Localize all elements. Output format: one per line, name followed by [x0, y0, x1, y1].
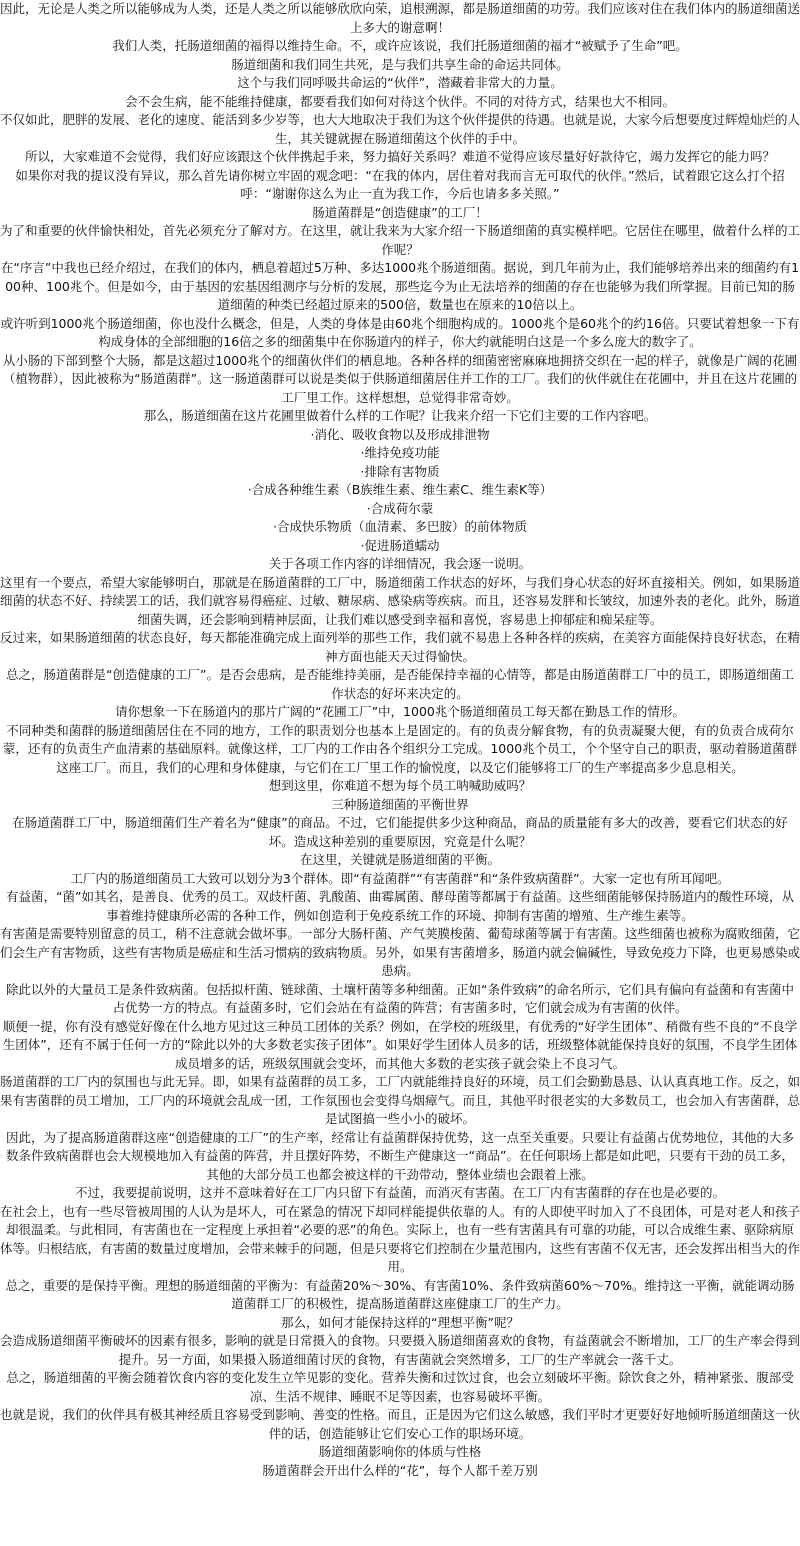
- paragraph: 在社会上，也有一些尽管被周围的人认为是坏人，可在紧急的情况下却同样能提供依靠的人。有的人即使平时加入了不良团体，可是对老人和孩子却很温柔。与此相同，有害菌也在一定程度上承担着“必要的恶”的角色。实际上，也有一些有害菌具有可靠的功能，可以合成维生素、驱除病原体等。归根结底，有害菌的数量过度增加，会带来棘手的问题，但是只要将它们控制在少量范围内，这些有害菌不仅无害，还会发挥出相当大的作用。: [0, 1203, 800, 1274]
- paragraph: 或许听到1000兆个肠道细菌，你也没什么概念，但是，人类的身体是由60兆个细胞构成的。1000兆个是60兆个的约16倍。只要试着想象一下有构成身体的全部细胞的16倍之多的细菌集中在你肠道内的样子，你大约就能明白这是一个多么庞大的数字了。: [0, 315, 800, 349]
- list-item: ·合成快乐物质（血清素、多巴胺）的前体物质: [273, 519, 527, 534]
- paragraph: 工厂内的肠道细菌员工大致可以划分为3个群体。即“有益菌群”“有害菌群”和“条件致病菌群”。大家一定也有所耳闻吧。: [70, 870, 730, 886]
- paragraph: 所以，大家难道不会觉得，我们好应该跟这个伙伴携起手来，努力搞好关系吗？难道不觉得应该尽量好好款待它，竭力发挥它的能力吗？: [24, 149, 775, 164]
- paragraph: 那么，如何才能保持这样的“理想平衡”呢？: [281, 1314, 519, 1330]
- section-heading: 肠道细菌影响你的体质与性格: [318, 1444, 482, 1459]
- paragraph: 因此，为了提高肠道菌群这座“创造健康的工厂”的生产率，经常让有益菌群保持优势，这一点至关重要。只要让有益菌占优势地位，其他的大多数条件致病菌群也会大规模地加入有益菌的阵营，并且摆好阵势，不断生产健康这一“商品”。在任何职场上都是如此吧，只要有干劲的员工多，其他的大部分员工也都会被这样的干劲带动，整体业绩也会跟着上涨。: [6, 1129, 794, 1182]
- paragraph: 肠道菌群会开出什么样的“花”，每个人都千差万别: [262, 1462, 538, 1478]
- paragraph: 为了和重要的伙伴愉快相处，首先必须充分了解对方。在这里，就让我来为大家介绍一下肠道细菌的真实模样吧。它居住在哪里，做着什么样的工作呢？: [0, 223, 800, 257]
- paragraph: 不同种类和菌群的肠道细菌居住在不同的地方，工作的职责划分也基本上是固定的。有的负责分解食物，有的负责凝聚大便，有的负责合成荷尔蒙，还有的负责生产血清素的基础原料。就像这样，工厂内的工作由各个组织分工完成。1000兆个员工，个个坚守自己的职责，驱动着肠道菌群这座工厂。而且，我们的心理和身体健康，与它们在工厂里工作的愉悦度，以及它们能够将工厂的生产率提高多少息息相关。: [2, 722, 798, 775]
- paragraph: 如果你对我的提议没有异议，那么首先请你树立牢固的观念吧：“在我的体内，居住着对我而言无可取代的伙伴。”然后，试着跟它这么打个招呼：“谢谢你这么为止一直为我工作，今后也请多多关照。”: [15, 167, 785, 201]
- paragraph: 不过，我要提前说明，这并不意味着好在工厂内只留下有益菌，而消灭有害菌。在工厂内有害菌群的存在也是必要的。: [74, 1185, 725, 1200]
- paragraph: 总之，肠道细菌的平衡会随着饮食内容的变化发生立竿见影的变化。营养失衡和过饮过食，也会立刻破坏平衡。除饮食之外，精神紧张、腹部受凉、生活不规律、睡眠不足等因素，也容易破坏平衡。: [6, 1370, 794, 1404]
- paragraph: 有害菌是需要特别留意的员工，稍不注意就会做坏事。一部分大肠杆菌、产气荚膜梭菌、葡萄球菌等属于有害菌。这些细菌也被称为腐败细菌，它们会生产有害物质，这些有害物质是癌症和生活习惯病的致病物质。另外，如果有害菌增多，肠道内就会偏碱性，导致免疫力下降，也更易感染或患病。: [0, 926, 800, 978]
- section-heading: 肠道菌群是“创造健康”的工厂！: [312, 204, 488, 220]
- paragraph: 不仅如此，肥胖的发展、老化的速度、能活到多少岁等，也大大地取决于我们为这个伙伴提供的待遇。也就是说，大家今后想要度过辉煌灿烂的人生，其关键就握在肠道细菌这个伙伴的手中。: [0, 112, 800, 146]
- paragraph: 会不会生病，能不能维持健康，都要看我们如何对待这个伙伴。不同的对待方式，结果也大不相同。: [124, 93, 675, 109]
- list-item: ·合成荷尔蒙: [366, 500, 434, 516]
- list-item: ·消化、吸收食物以及形成排泄物: [310, 426, 490, 442]
- paragraph: 有益菌，“菌”如其名，是善良、优秀的员工。双歧杆菌、乳酸菌、曲霉属菌、酵母菌等都属于有益菌。这些细菌能够保持肠道内的酸性环境，从事着维持健康所必需的各种工作，例如创造利于免疫系统工作的环境、抑制有害菌的增殖、生产维生素等。: [6, 889, 794, 923]
- paragraph: 因此，无论是人类之所以能够成为人类，还是人类之所以能够欣欣向荣，追根溯源，都是肠道细菌的功劳。我们应该对住在我们体内的肠道细菌送上多大的谢意啊！: [0, 1, 800, 35]
- paragraph: 在肠道菌群工厂中，肠道细菌们生产着名为“健康”的商品。不过，它们能提供多少这种商品，商品的质量能有多大的改善，要看它们状态的好坏。造成这种差别的重要原因，究竟是什么呢？: [12, 815, 788, 849]
- paragraph: 顺便一提，你有没有感觉好像在什么地方见过这三种员工团体的关系？例如，在学校的班级里，有优秀的“好学生团体”、稍微有些不良的“不良学生团体”，还有不属于任何一方的“除此以外的大多数老实孩子团体”。如果好学生团体人员多的话，班级整体就能保持良好的氛围，不良学生团体成员增多的话，班级氛围就会变坏，而其他大多数的老实孩子就会染上不良习气。: [2, 1018, 798, 1071]
- paragraph: 这个与我们同呼吸共命运的“伙伴”，潜藏着非常大的力量。: [237, 75, 563, 90]
- paragraph: 那么，肠道细菌在这片花圃里做着什么样的工作呢？让我来介绍一下它们主要的工作内容吧。: [143, 408, 657, 423]
- paragraph: 请你想象一下在肠道内的那片广阔的“花圃工厂”中，1000兆个肠道细菌员工每天都在勤恳工作的情形。: [115, 704, 685, 719]
- paragraph: 也就是说，我们的伙伴具有极其神经质且容易受到影响、善变的性格。而且，正是因为它们这么敏感，我们平时才更要好好地倾听肠道细菌这一伙伴的话，创造能够让它们安心工作的职场环境。: [0, 1407, 800, 1441]
- list-item: ·维持免疫功能: [360, 445, 440, 460]
- paragraph: 除此以外的大量员工是条件致病菌。包括拟杆菌、链球菌、土壤杆菌等多种细菌。正如“条件致病”的命名所示，它们具有偏向有益菌和有害菌中占优势一方的特点。有益菌多时，它们会站在有益菌的阵营；有害菌多时，它们就会成为有害菌的伙伴。: [6, 981, 794, 1015]
- list-item: ·促进肠道蠕动: [360, 537, 440, 553]
- paragraph: 在这里，关键就是肠道细菌的平衡。: [299, 852, 500, 867]
- list-item: ·合成各种维生素（B族维生素、维生素C、维生素K等）: [247, 482, 553, 497]
- paragraph: 反过来，如果肠道细菌的状态良好，每天都能准确完成上面列举的那些工作，我们就不易患上各种各样的疾病，在美容方面能保持良好状态，在精神方面也能天天过得愉快。: [0, 630, 800, 664]
- paragraph: 总之，肠道菌群是“创造健康的工厂”。是否会患病，是否能维持美丽，是否能保持幸福的心情等，都是由肠道菌群工厂中的员工，即肠道细菌工作状态的好坏来决定的。: [6, 667, 794, 701]
- paragraph: 关于各项工作内容的详细情况，我会逐一说明。: [268, 556, 532, 571]
- paragraph: 肠道菌群的工厂内的氛围也与此无异。即，如果有益菌群的员工多，工厂内就能维持良好的环境，员工们会勤勤恳恳、认认真真地工作。反之，如果有害菌群的员工增加，工厂内的环境就会乱成一团，工作氛围也会变得乌烟瘴气。而且，其他平时很老实的大多数员工，也会加入有害菌群，总是试图搞一些小小的破坏。: [0, 1074, 800, 1126]
- paragraph: 这里有一个要点，希望大家能够明白，那就是在肠道菌群的工厂中，肠道细菌工作状态的好坏，与我们身心状态的好坏直接相关。例如，如果肠道细菌的状态不好、持续罢工的话，我们就容易得癌症、过敏、糖尿病、感染病等疾病。而且，还容易发胖和长皱纹，加速外表的老化。此外，肠道细菌失调，还会影响到精神层面，让我们难以感受到幸福和喜悦，容易患上抑郁症和痴呆症等。: [0, 574, 800, 627]
- paragraph: 想到这里，你难道不想为每个员工呐喊助威吗？: [268, 778, 532, 793]
- paragraph: 总之，重要的是保持平衡。理想的肠道细菌的平衡为：有益菌20%～30%、有害菌10%、条件致病菌60%～70%。维持这一平衡，就能调动肠道菌群工厂的积极性，提高肠道菌群这座健康工厂的生产力。: [5, 1277, 795, 1311]
- paragraph: 我们人类，托肠道细菌的福得以维持生命。不，或许应该说，我们托肠道细菌的福才“被赋予了生命”吧。: [112, 38, 688, 53]
- paragraph: 从小肠的下部到整个大肠，都是这超过1000兆个的细菌伙伴们的栖息地。各种各样的细菌密密麻麻地拥挤交织在一起的样子，就像是广阔的花圃（植物群），因此被称为“肠道菌群”。这一肠道菌群可以说是类似于供肠道细菌居住并工作的工厂。我们的伙伴就住在花圃中，并且在这片花圃的工厂里工作。这样想想，总觉得非常奇妙。: [2, 352, 798, 405]
- list-item: ·排除有害物质: [360, 463, 440, 479]
- paragraph: 会造成肠道细菌平衡破坏的因素有很多，影响的就是日常摄入的食物。只要摄入肠道细菌喜欢的食物，有益菌就会不断增加，工厂的生产率会得到提升。另一方面，如果摄入肠道细菌讨厌的食物，有害菌就会突然增多，工厂的生产率就会一落千丈。: [0, 1333, 800, 1367]
- paragraph: 肠道细菌和我们同生共死，是与我们共享生命的命运共同体。: [231, 56, 569, 72]
- paragraph: 在“序言”中我也已经介绍过，在我们的体内，栖息着超过5万种、多达1000兆个肠道细菌。据说，到几年前为止，我们能够培养出来的细菌约有100种、100兆个。但是如今，由于基因的宏基因组测序与分析的发展，那些迄今为止无法培养的细菌的存在也能够为我们所掌握。目前已知的肠道细菌的种类已经超过原来的500倍，数量也在原来的10倍以上。: [0, 260, 800, 312]
- section-heading: 三种肠道细菌的平衡世界: [331, 796, 469, 812]
